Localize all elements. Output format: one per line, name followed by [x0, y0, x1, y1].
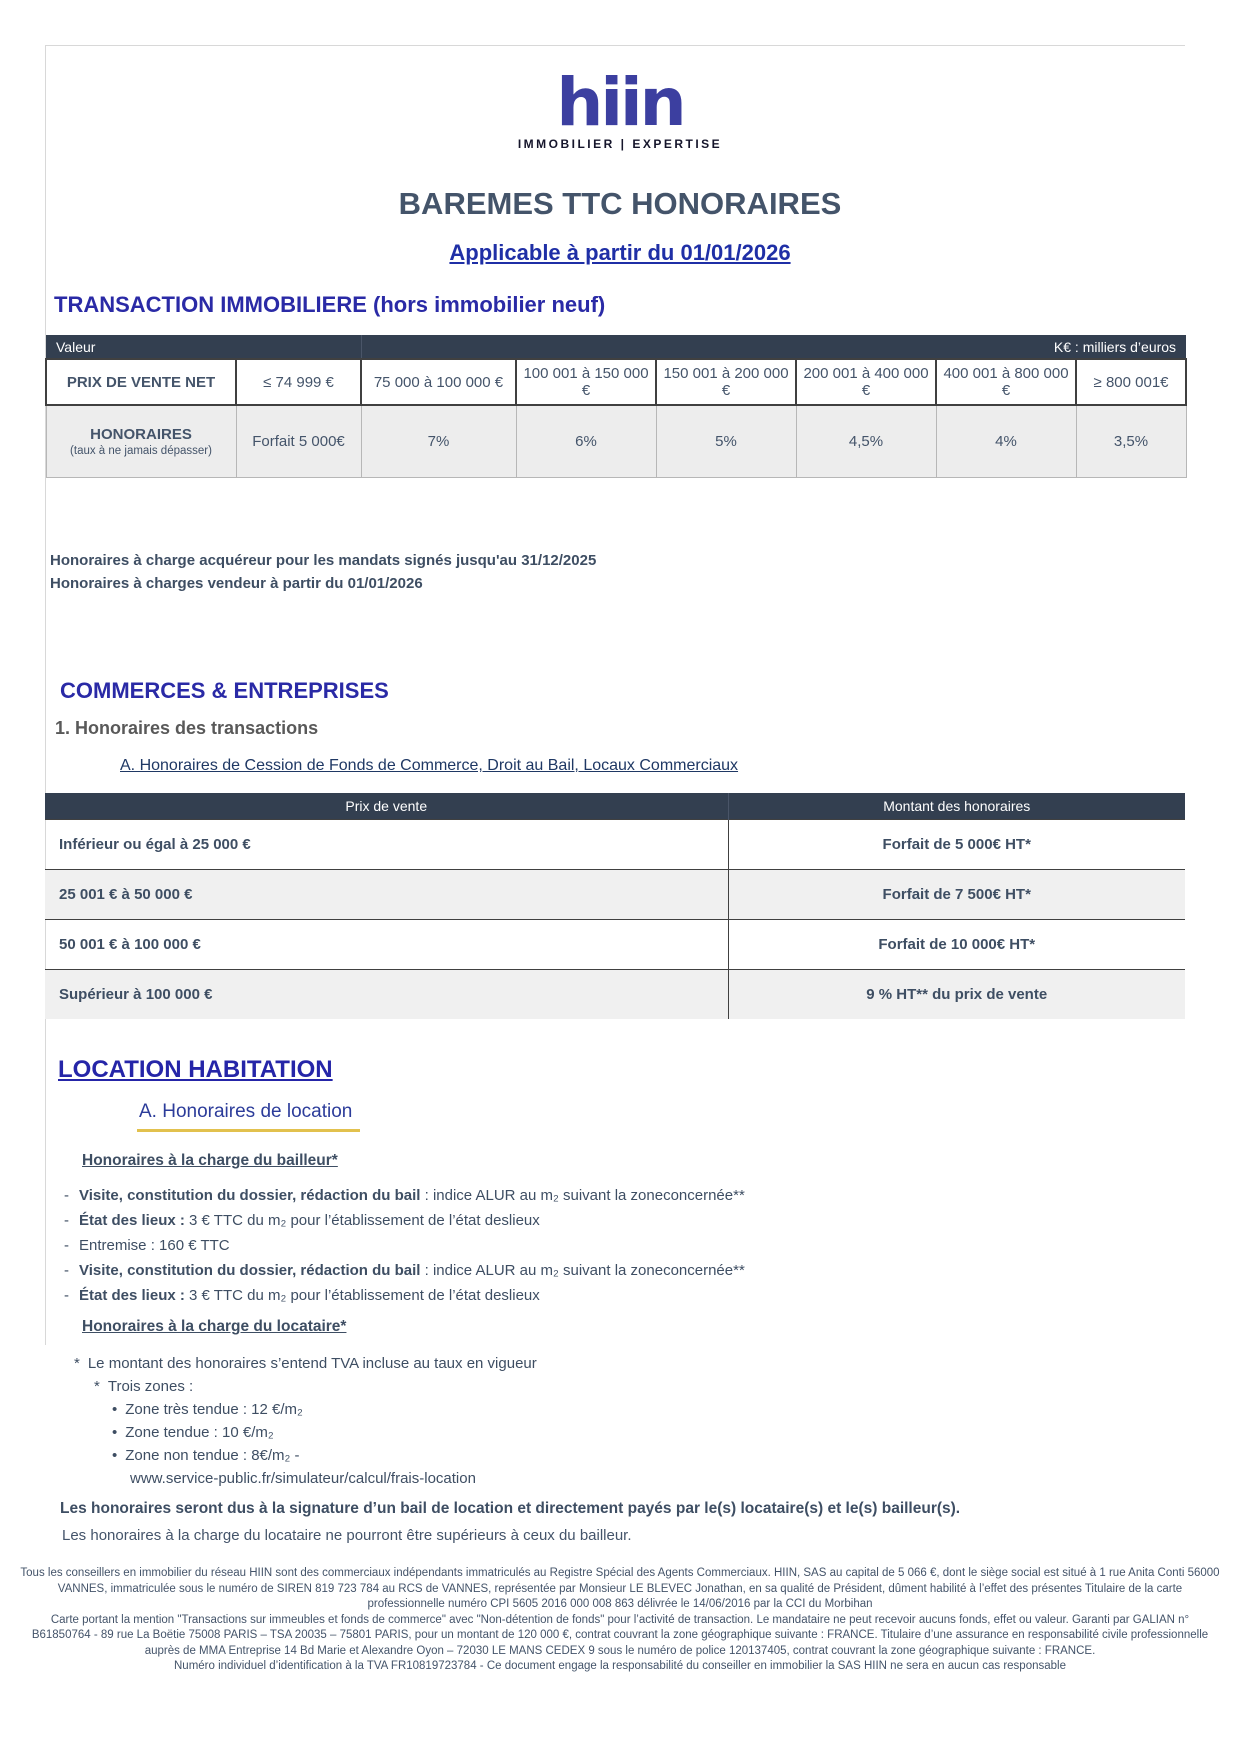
dash-marker: - — [64, 1237, 69, 1254]
rate-cell: 4% — [936, 405, 1076, 477]
rate-cell: 5% — [656, 405, 796, 477]
fees-row — [45, 969, 1185, 1019]
price-band-cell: 400 001 à 800 000 € — [936, 359, 1076, 405]
logo-text: hiin — [556, 64, 684, 141]
price-band-cell: ≥ 800 001€ — [1076, 359, 1186, 405]
commerces-table-wrap — [45, 793, 1185, 1019]
rate-cell: 6% — [516, 405, 656, 477]
table-caption-bar — [46, 335, 1186, 359]
rate-cell: 3,5% — [1076, 405, 1186, 477]
bullet-text: 3 € TTC du m₂ pour l’établissement de l’état deslieux — [184, 1212, 540, 1229]
fees-amount-cell: Forfait de 5 000€ HT* — [728, 819, 1185, 869]
footnote-text: Le montant des honoraires s’entend TVA incluse au taux en vigueur — [87, 1355, 537, 1372]
footer-paragraph: Tous les conseillers en immobilier du réseau HIIN sont des commerciaux indépendants immatriculés au Registre Spécial des Agents Commerciaux. HIIN, SAS au capital de 5 066 €, dont le siège social est situé à 1 rue Anita Conti 56000 VANNES, immatriculée sous le numéro de SIREN 819 723 784 au RCS de VANNES, représentée par Monsieur LE BLEVEC Jonathan, en sa qualité de Président, dûment habilité à l’effet des présentes Titulaire de la carte professionnelle numéro CPI 5605 2016 000 008 863 délivrée le 14/06/2016 par la CCI du Morbihan — [20, 1567, 1220, 1610]
page-title: BAREMES TTC HONORAIRES — [398, 186, 842, 221]
dash-marker: - — [64, 1187, 69, 1204]
rate-cell: Forfait 5 000€ — [236, 405, 361, 477]
hiin-logo — [0, 64, 1240, 151]
zone-text: Zone non tendue : 8€/m₂ - — [125, 1447, 300, 1464]
bullet-text: 3 € TTC du m₂ pour l’établissement de l’état deslieux — [184, 1287, 540, 1304]
bullet-dot-marker: • — [112, 1424, 118, 1441]
location-subheading: A. Honoraires de location — [137, 1101, 360, 1132]
bullet-text: : indice ALUR au m₂ suivant la zoneconcernée** — [420, 1262, 745, 1279]
dash-marker: - — [64, 1262, 69, 1279]
zone-text: Zone très tendue : 12 €/m₂ — [125, 1401, 303, 1418]
fees-table-header-row — [45, 793, 1185, 819]
dash-marker: - — [64, 1212, 69, 1229]
bullet-text: Entremise : 160 € TTC — [79, 1237, 230, 1254]
bullet-dot-marker: • — [112, 1401, 118, 1418]
bullet-line — [64, 1283, 745, 1308]
fees-row — [45, 869, 1185, 919]
bullet-bold: Visite, constitution du dossier, rédaction du bail — [79, 1187, 421, 1204]
zone-line — [112, 1398, 537, 1421]
cession-subheading: A. Honoraires de Cession de Fonds de Commerce, Droit au Bail, Locaux Commerciaux — [120, 757, 739, 774]
footnote-text: Trois zones : — [107, 1378, 194, 1395]
bullet-line — [64, 1183, 745, 1208]
fees-price-cell: Inférieur ou égal à 25 000 € — [45, 819, 728, 869]
table-caption-right: K€ : milliers d’euros — [361, 335, 1186, 359]
bailleur-heading: Honoraires à la charge du bailleur* — [82, 1152, 338, 1169]
legal-footer — [20, 1566, 1220, 1675]
locataire-heading: Honoraires à la charge du locataire* — [82, 1318, 347, 1335]
closing-statement-bold: Les honoraires seront dus à la signature d’un bail de location et directement payés par le(s) locataire(s) et le(s) bailleur(s). — [60, 1500, 961, 1517]
transactions-subheading: 1. Honoraires des transactions — [55, 718, 319, 738]
logo-tagline: IMMOBILIER | EXPERTISE — [517, 136, 723, 151]
fees-header-price: Prix de vente — [45, 793, 728, 819]
footnote-line — [74, 1352, 537, 1375]
rates-label-main: HONORAIRES — [90, 425, 192, 443]
zone-line — [112, 1421, 537, 1444]
dash-marker: - — [64, 1287, 69, 1304]
rate-cell: 4,5% — [796, 405, 936, 477]
price-band-row — [46, 359, 1186, 405]
asterisk-marker: * — [74, 1355, 80, 1372]
asterisk-marker: * — [94, 1378, 100, 1395]
zone-line — [112, 1444, 537, 1467]
fees-row — [45, 919, 1185, 969]
transaction-fees-table — [45, 335, 1187, 478]
bullet-bold: Visite, constitution du dossier, rédaction du bail — [79, 1262, 421, 1279]
page-subtitle: Applicable à partir du 01/01/2026 — [449, 240, 791, 265]
bullet-line — [64, 1258, 745, 1283]
bullet-bold: État des lieux : — [79, 1212, 185, 1229]
zone-text: Zone tendue : 10 €/m₂ — [125, 1424, 274, 1441]
transaction-heading: TRANSACTION IMMOBILIERE (hors immobilier neuf) — [54, 292, 606, 317]
transaction-notes — [50, 549, 596, 595]
locataire-footnotes — [74, 1352, 537, 1490]
fees-amount-cell: Forfait de 7 500€ HT* — [728, 869, 1185, 919]
footnote-line — [94, 1375, 537, 1398]
commerces-heading: COMMERCES & ENTREPRISES — [60, 678, 389, 703]
closing-statement: Les honoraires à la charge du locataire ne pourront être supérieurs à ceux du bailleur. — [62, 1527, 632, 1544]
commerces-fees-table — [45, 793, 1185, 1019]
price-band-cell: 150 001 à 200 000 € — [656, 359, 796, 405]
rates-label — [46, 405, 236, 477]
table-caption-left: Valeur — [46, 335, 361, 359]
rates-label-sub: (taux à ne jamais dépasser) — [70, 444, 212, 457]
transaction-note: Honoraires à charge acquéreur pour les mandats signés jusqu'au 31/12/2025 — [50, 552, 597, 569]
bullet-bold: État des lieux : — [79, 1287, 185, 1304]
service-public-url: www.service-public.fr/simulateur/calcul/frais-location — [130, 1470, 476, 1487]
fees-header-amount: Montant des honoraires — [728, 793, 1185, 819]
rate-cell: 7% — [361, 405, 516, 477]
footer-paragraph: Numéro individuel d’identification à la TVA FR10819723784 - Ce document engage la responsabilité du conseiller en immobilier la SAS HIIN ne sera en aucun cas responsable — [174, 1660, 1066, 1672]
bullet-line — [64, 1208, 745, 1233]
footer-paragraph: Carte portant la mention "Transactions sur immeubles et fonds de commerce" avec "Non-détention de fonds" pour l’activité de transaction. Le mandataire ne peut recevoir aucuns fonds, effet ou valeur. Garanti par GALIAN n° B61850764 - 89 rue La Boëtie 75008 PARIS – TSA 20035 – 75801 PARIS, pour un montant de 120 000 €, contrat couvrant la zone géographique suivante : FRANCE. Titulaire d’une assurance en responsabilité civile professionnelle auprès de MMA Entreprise 14 Bd Marie et Alexandre Oyon – 72030 LE MANS CEDEX 9 sous le numéro de police 120137405, contrat couvrant la zone géographique suivante : FRANCE. — [31, 1613, 1209, 1657]
fees-price-cell: 25 001 € à 50 000 € — [45, 869, 728, 919]
price-band-label: PRIX DE VENTE NET — [46, 359, 236, 405]
price-band-cell: ≤ 74 999 € — [236, 359, 361, 405]
price-band-cell: 75 000 à 100 000 € — [361, 359, 516, 405]
fees-price-cell: Supérieur à 100 000 € — [45, 969, 728, 1019]
fees-price-cell: 50 001 € à 100 000 € — [45, 919, 728, 969]
rates-row — [46, 405, 1186, 477]
bullet-text: : indice ALUR au m₂ suivant la zoneconcernée** — [420, 1187, 745, 1204]
fees-row — [45, 819, 1185, 869]
bullet-line — [64, 1233, 745, 1258]
fees-amount-cell: Forfait de 10 000€ HT* — [728, 919, 1185, 969]
bailleur-bullet-list — [64, 1183, 745, 1308]
bullet-dot-marker: • — [112, 1447, 118, 1464]
fees-amount-cell: 9 % HT** du prix de vente — [728, 969, 1185, 1019]
transaction-table-wrap — [45, 335, 1185, 478]
price-band-cell: 100 001 à 150 000 € — [516, 359, 656, 405]
location-heading: LOCATION HABITATION — [58, 1056, 333, 1083]
price-band-cell: 200 001 à 400 000 € — [796, 359, 936, 405]
transaction-note: Honoraires à charges vendeur à partir du 01/01/2026 — [50, 575, 423, 592]
